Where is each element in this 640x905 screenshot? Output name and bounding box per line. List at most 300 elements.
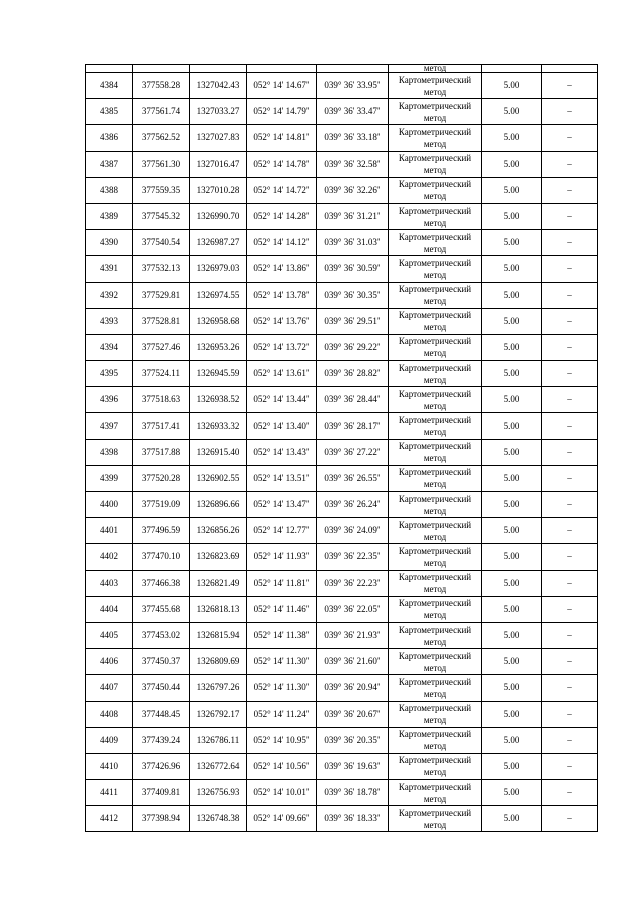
table-row [86, 753, 598, 779]
table-row [86, 125, 598, 151]
cell-method [389, 177, 482, 203]
cell-longitude: 039° 36' 31.21" [317, 203, 389, 229]
cell-y: 1326958.68 [190, 308, 247, 334]
cell-longitude: 039° 36' 22.05" [317, 596, 389, 622]
cell-y: 1326856.26 [190, 518, 247, 544]
method-line-2: метод [423, 479, 447, 490]
cell-method [389, 308, 482, 334]
method-line-1: Картометрический [398, 205, 472, 216]
cell-x: 377524.11 [133, 361, 190, 387]
method-line-2: метод [423, 243, 447, 254]
cell-point-number: 4400 [86, 492, 133, 518]
cell-x: 377466.38 [133, 570, 190, 596]
cell-y: 1326953.26 [190, 334, 247, 360]
cell-latitude: 052° 14' 13.43" [247, 439, 317, 465]
cell-y: 1326945.59 [190, 361, 247, 387]
method-line-1: Картометрический [398, 153, 472, 164]
table-row [86, 544, 598, 570]
cell-point-number: 4412 [86, 806, 133, 832]
cell-latitude: 052° 14' 11.24" [247, 701, 317, 727]
cell-longitude: 039° 36' 20.35" [317, 727, 389, 753]
cell-note: – [542, 230, 598, 256]
cell-latitude: 052° 14' 13.78" [247, 282, 317, 308]
cell-accuracy: 5.00 [482, 256, 542, 282]
cell-note: – [542, 203, 598, 229]
method-line-2: метод [423, 191, 447, 202]
method-line-2: метод [423, 662, 447, 673]
cell-latitude: 052° 14' 14.72" [247, 177, 317, 203]
cell-latitude: 052° 14' 14.12" [247, 230, 317, 256]
cell-empty [247, 65, 317, 73]
cell-note: – [542, 413, 598, 439]
method-line-1: Картометрический [398, 336, 472, 347]
cell-accuracy: 5.00 [482, 308, 542, 334]
cell-longitude: 039° 36' 33.18" [317, 125, 389, 151]
cell-accuracy: 5.00 [482, 361, 542, 387]
cell-method [389, 570, 482, 596]
cell-x: 377527.46 [133, 334, 190, 360]
cell-x: 377529.81 [133, 282, 190, 308]
table-row [86, 622, 598, 648]
cell-accuracy: 5.00 [482, 780, 542, 806]
cell-x: 377517.41 [133, 413, 190, 439]
cell-point-number: 4403 [86, 570, 133, 596]
cell-x: 377470.10 [133, 544, 190, 570]
cell-latitude: 052° 14' 13.51" [247, 465, 317, 491]
cell-y: 1327016.47 [190, 151, 247, 177]
cell-note: – [542, 387, 598, 413]
cell-point-number: 4407 [86, 675, 133, 701]
cell-latitude: 052° 14' 11.30" [247, 649, 317, 675]
cell-method [389, 387, 482, 413]
cell-method [389, 727, 482, 753]
method-line-1: Картометрический [398, 388, 472, 399]
method-line-1: Картометрический [398, 284, 472, 295]
cell-accuracy: 5.00 [482, 230, 542, 256]
table-row [86, 203, 598, 229]
cell-accuracy: 5.00 [482, 622, 542, 648]
cell-x: 377559.35 [133, 177, 190, 203]
cell-accuracy: 5.00 [482, 727, 542, 753]
table-row [86, 256, 598, 282]
method-line-1: Картометрический [398, 415, 472, 426]
cell-accuracy: 5.00 [482, 544, 542, 570]
method-line-1: Картометрический [398, 703, 472, 714]
table-row [86, 177, 598, 203]
cell-method-tail: метод [389, 65, 482, 73]
cell-x: 377519.09 [133, 492, 190, 518]
cell-latitude: 052° 14' 10.56" [247, 753, 317, 779]
cell-latitude: 052° 14' 13.76" [247, 308, 317, 334]
cell-x: 377558.28 [133, 73, 190, 99]
method-line-1: Картометрический [398, 362, 472, 373]
coordinates-table [85, 64, 598, 832]
cell-note: – [542, 334, 598, 360]
method-line-2: метод [423, 636, 447, 647]
method-line-1: Картометрический [398, 781, 472, 792]
cell-accuracy: 5.00 [482, 125, 542, 151]
cell-point-number: 4399 [86, 465, 133, 491]
method-line-2: метод [423, 741, 447, 752]
cell-x: 377426.96 [133, 753, 190, 779]
cell-longitude: 039° 36' 28.82" [317, 361, 389, 387]
cell-y: 1326797.26 [190, 675, 247, 701]
method-line-1: Картометрический [398, 676, 472, 687]
cell-point-number: 4408 [86, 701, 133, 727]
cell-note: – [542, 622, 598, 648]
table-row [86, 518, 598, 544]
cell-x: 377450.44 [133, 675, 190, 701]
method-line-2: метод [423, 348, 447, 359]
cell-longitude: 039° 36' 21.93" [317, 622, 389, 648]
cell-y: 1326974.55 [190, 282, 247, 308]
cell-y: 1326979.03 [190, 256, 247, 282]
cell-note: – [542, 439, 598, 465]
cell-longitude: 039° 36' 30.59" [317, 256, 389, 282]
cell-point-number: 4398 [86, 439, 133, 465]
cell-point-number: 4384 [86, 73, 133, 99]
method-line-1: Картометрический [398, 310, 472, 321]
method-line-2: метод [423, 86, 447, 97]
method-line-1: Картометрический [398, 493, 472, 504]
cell-accuracy: 5.00 [482, 282, 542, 308]
method-line-2: метод [423, 715, 447, 726]
cell-x: 377562.52 [133, 125, 190, 151]
method-line-1: Картометрический [398, 755, 472, 766]
cell-y: 1327042.43 [190, 73, 247, 99]
method-line-1: Картометрический [398, 807, 472, 818]
cell-latitude: 052° 14' 11.93" [247, 544, 317, 570]
cell-method [389, 203, 482, 229]
cell-point-number: 4390 [86, 230, 133, 256]
cell-note: – [542, 73, 598, 99]
method-line-2: метод [423, 138, 447, 149]
cell-accuracy: 5.00 [482, 99, 542, 125]
cell-y: 1326938.52 [190, 387, 247, 413]
cell-accuracy: 5.00 [482, 387, 542, 413]
cell-y: 1326933.32 [190, 413, 247, 439]
cell-longitude: 039° 36' 29.51" [317, 308, 389, 334]
cell-point-number: 4401 [86, 518, 133, 544]
cell-method [389, 492, 482, 518]
method-line-2: метод [423, 400, 447, 411]
cell-latitude: 052° 14' 14.28" [247, 203, 317, 229]
cell-note: – [542, 308, 598, 334]
cell-latitude: 052° 14' 11.46" [247, 596, 317, 622]
method-line-2: метод [423, 269, 447, 280]
cell-method [389, 596, 482, 622]
method-line-2: метод [423, 374, 447, 385]
method-line-2: метод [423, 453, 447, 464]
cell-method [389, 125, 482, 151]
method-line-2: метод [423, 505, 447, 516]
cell-longitude: 039° 36' 27.22" [317, 439, 389, 465]
table-row [86, 282, 598, 308]
method-line-1: Картометрический [398, 74, 472, 85]
cell-longitude: 039° 36' 19.63" [317, 753, 389, 779]
method-line-1: Картометрический [398, 572, 472, 583]
cell-empty [190, 65, 247, 73]
cell-x: 377518.63 [133, 387, 190, 413]
cell-method [389, 256, 482, 282]
cell-y: 1326786.11 [190, 727, 247, 753]
cell-latitude: 052° 14' 09.66" [247, 806, 317, 832]
cell-accuracy: 5.00 [482, 649, 542, 675]
cell-x: 377520.28 [133, 465, 190, 491]
table-row [86, 361, 598, 387]
cell-latitude: 052° 14' 13.72" [247, 334, 317, 360]
cell-y: 1326987.27 [190, 230, 247, 256]
cell-latitude: 052° 14' 14.81" [247, 125, 317, 151]
table-row [86, 334, 598, 360]
cell-note: – [542, 492, 598, 518]
table-row [86, 413, 598, 439]
cell-longitude: 039° 36' 20.94" [317, 675, 389, 701]
cell-point-number: 4404 [86, 596, 133, 622]
table-row-fragment [86, 65, 598, 73]
method-line-1: Картометрический [398, 519, 472, 530]
method-line-2: метод [423, 557, 447, 568]
cell-method [389, 701, 482, 727]
cell-accuracy: 5.00 [482, 73, 542, 99]
table-row [86, 675, 598, 701]
cell-x: 377453.02 [133, 622, 190, 648]
cell-y: 1326809.69 [190, 649, 247, 675]
table-row [86, 701, 598, 727]
cell-method [389, 439, 482, 465]
cell-longitude: 039° 36' 20.67" [317, 701, 389, 727]
table-row [86, 387, 598, 413]
cell-y: 1326756.93 [190, 780, 247, 806]
table-row [86, 727, 598, 753]
cell-method [389, 806, 482, 832]
cell-empty [133, 65, 190, 73]
cell-point-number: 4389 [86, 203, 133, 229]
cell-accuracy: 5.00 [482, 675, 542, 701]
table-row [86, 73, 598, 99]
method-line-1: Картометрический [398, 545, 472, 556]
method-line-2: метод [423, 610, 447, 621]
method-line-2: метод [423, 584, 447, 595]
method-line-2: метод [423, 165, 447, 176]
cell-point-number: 4387 [86, 151, 133, 177]
method-line-1: Картометрический [398, 441, 472, 452]
cell-longitude: 039° 36' 21.60" [317, 649, 389, 675]
method-line-1: Картометрический [398, 179, 472, 190]
cell-accuracy: 5.00 [482, 753, 542, 779]
cell-point-number: 4411 [86, 780, 133, 806]
table-row [86, 596, 598, 622]
cell-accuracy: 5.00 [482, 806, 542, 832]
table-row [86, 806, 598, 832]
cell-longitude: 039° 36' 33.47" [317, 99, 389, 125]
cell-note: – [542, 544, 598, 570]
cell-latitude: 052° 14' 10.95" [247, 727, 317, 753]
cell-y: 1326792.17 [190, 701, 247, 727]
cell-x: 377450.37 [133, 649, 190, 675]
cell-point-number: 4388 [86, 177, 133, 203]
cell-latitude: 052° 14' 11.38" [247, 622, 317, 648]
cell-note: – [542, 596, 598, 622]
cell-method [389, 675, 482, 701]
cell-method [389, 99, 482, 125]
cell-x: 377528.81 [133, 308, 190, 334]
cell-longitude: 039° 36' 24.09" [317, 518, 389, 544]
cell-latitude: 052° 14' 11.30" [247, 675, 317, 701]
cell-empty [482, 65, 542, 73]
cell-x: 377532.13 [133, 256, 190, 282]
cell-x: 377561.30 [133, 151, 190, 177]
cell-latitude: 052° 14' 13.47" [247, 492, 317, 518]
cell-method [389, 753, 482, 779]
cell-point-number: 4402 [86, 544, 133, 570]
table-row [86, 492, 598, 518]
cell-y: 1326902.55 [190, 465, 247, 491]
cell-accuracy: 5.00 [482, 518, 542, 544]
cell-longitude: 039° 36' 32.26" [317, 177, 389, 203]
cell-longitude: 039° 36' 26.24" [317, 492, 389, 518]
cell-note: – [542, 806, 598, 832]
cell-method [389, 780, 482, 806]
cell-note: – [542, 675, 598, 701]
cell-note: – [542, 125, 598, 151]
method-line-1: Картометрический [398, 729, 472, 740]
method-line-1: Картометрический [398, 231, 472, 242]
cell-point-number: 4393 [86, 308, 133, 334]
cell-empty [86, 65, 133, 73]
cell-note: – [542, 753, 598, 779]
method-line-2: метод [423, 531, 447, 542]
cell-method [389, 151, 482, 177]
cell-empty [542, 65, 598, 73]
table-row [86, 308, 598, 334]
cell-longitude: 039° 36' 18.78" [317, 780, 389, 806]
cell-y: 1326915.40 [190, 439, 247, 465]
cell-longitude: 039° 36' 22.23" [317, 570, 389, 596]
cell-x: 377561.74 [133, 99, 190, 125]
cell-y: 1326748.38 [190, 806, 247, 832]
cell-latitude: 052° 14' 10.01" [247, 780, 317, 806]
cell-point-number: 4395 [86, 361, 133, 387]
cell-accuracy: 5.00 [482, 151, 542, 177]
cell-accuracy: 5.00 [482, 596, 542, 622]
cell-method [389, 230, 482, 256]
cell-point-number: 4386 [86, 125, 133, 151]
method-line-2: метод [423, 112, 447, 123]
cell-method [389, 334, 482, 360]
cell-note: – [542, 570, 598, 596]
table-row [86, 780, 598, 806]
cell-note: – [542, 151, 598, 177]
method-line-2: метод [423, 688, 447, 699]
method-line-1: Картометрический [398, 624, 472, 635]
method-line-1: Картометрический [398, 257, 472, 268]
cell-accuracy: 5.00 [482, 413, 542, 439]
cell-point-number: 4396 [86, 387, 133, 413]
method-line-2: метод [423, 767, 447, 778]
cell-point-number: 4394 [86, 334, 133, 360]
cell-longitude: 039° 36' 30.35" [317, 282, 389, 308]
method-line-2: метод [423, 296, 447, 307]
cell-latitude: 052° 14' 14.78" [247, 151, 317, 177]
cell-point-number: 4409 [86, 727, 133, 753]
cell-note: – [542, 465, 598, 491]
cell-latitude: 052° 14' 13.61" [247, 361, 317, 387]
cell-method [389, 649, 482, 675]
cell-y: 1326818.13 [190, 596, 247, 622]
cell-note: – [542, 99, 598, 125]
cell-accuracy: 5.00 [482, 465, 542, 491]
cell-x: 377517.88 [133, 439, 190, 465]
cell-note: – [542, 649, 598, 675]
cell-accuracy: 5.00 [482, 439, 542, 465]
cell-empty [317, 65, 389, 73]
cell-point-number: 4392 [86, 282, 133, 308]
cell-x: 377439.24 [133, 727, 190, 753]
table-row [86, 465, 598, 491]
cell-longitude: 039° 36' 32.58" [317, 151, 389, 177]
cell-method [389, 73, 482, 99]
cell-y: 1326772.64 [190, 753, 247, 779]
cell-y: 1326821.49 [190, 570, 247, 596]
table-row [86, 151, 598, 177]
cell-note: – [542, 518, 598, 544]
cell-point-number: 4385 [86, 99, 133, 125]
cell-accuracy: 5.00 [482, 177, 542, 203]
cell-y: 1327010.28 [190, 177, 247, 203]
cell-longitude: 039° 36' 28.17" [317, 413, 389, 439]
cell-note: – [542, 727, 598, 753]
cell-method [389, 465, 482, 491]
cell-longitude: 039° 36' 22.35" [317, 544, 389, 570]
cell-longitude: 039° 36' 28.44" [317, 387, 389, 413]
cell-latitude: 052° 14' 14.67" [247, 73, 317, 99]
cell-note: – [542, 780, 598, 806]
cell-x: 377496.59 [133, 518, 190, 544]
cell-latitude: 052° 14' 13.44" [247, 387, 317, 413]
cell-accuracy: 5.00 [482, 701, 542, 727]
table-row [86, 439, 598, 465]
cell-accuracy: 5.00 [482, 203, 542, 229]
cell-x: 377448.45 [133, 701, 190, 727]
cell-latitude: 052° 14' 11.81" [247, 570, 317, 596]
cell-longitude: 039° 36' 29.22" [317, 334, 389, 360]
cell-point-number: 4391 [86, 256, 133, 282]
cell-y: 1327033.27 [190, 99, 247, 125]
cell-y: 1327027.83 [190, 125, 247, 151]
method-line-1: Картометрический [398, 467, 472, 478]
method-line-1: Картометрический [398, 650, 472, 661]
cell-note: – [542, 361, 598, 387]
cell-accuracy: 5.00 [482, 570, 542, 596]
cell-x: 377545.32 [133, 203, 190, 229]
cell-x: 377455.68 [133, 596, 190, 622]
cell-y: 1326823.69 [190, 544, 247, 570]
cell-latitude: 052° 14' 14.79" [247, 99, 317, 125]
cell-accuracy: 5.00 [482, 492, 542, 518]
cell-y: 1326990.70 [190, 203, 247, 229]
table-row [86, 230, 598, 256]
cell-method [389, 622, 482, 648]
cell-x: 377409.81 [133, 780, 190, 806]
cell-note: – [542, 177, 598, 203]
method-line-2: метод [423, 322, 447, 333]
cell-accuracy: 5.00 [482, 334, 542, 360]
cell-method [389, 361, 482, 387]
cell-longitude: 039° 36' 26.55" [317, 465, 389, 491]
cell-method [389, 413, 482, 439]
cell-latitude: 052° 14' 13.40" [247, 413, 317, 439]
